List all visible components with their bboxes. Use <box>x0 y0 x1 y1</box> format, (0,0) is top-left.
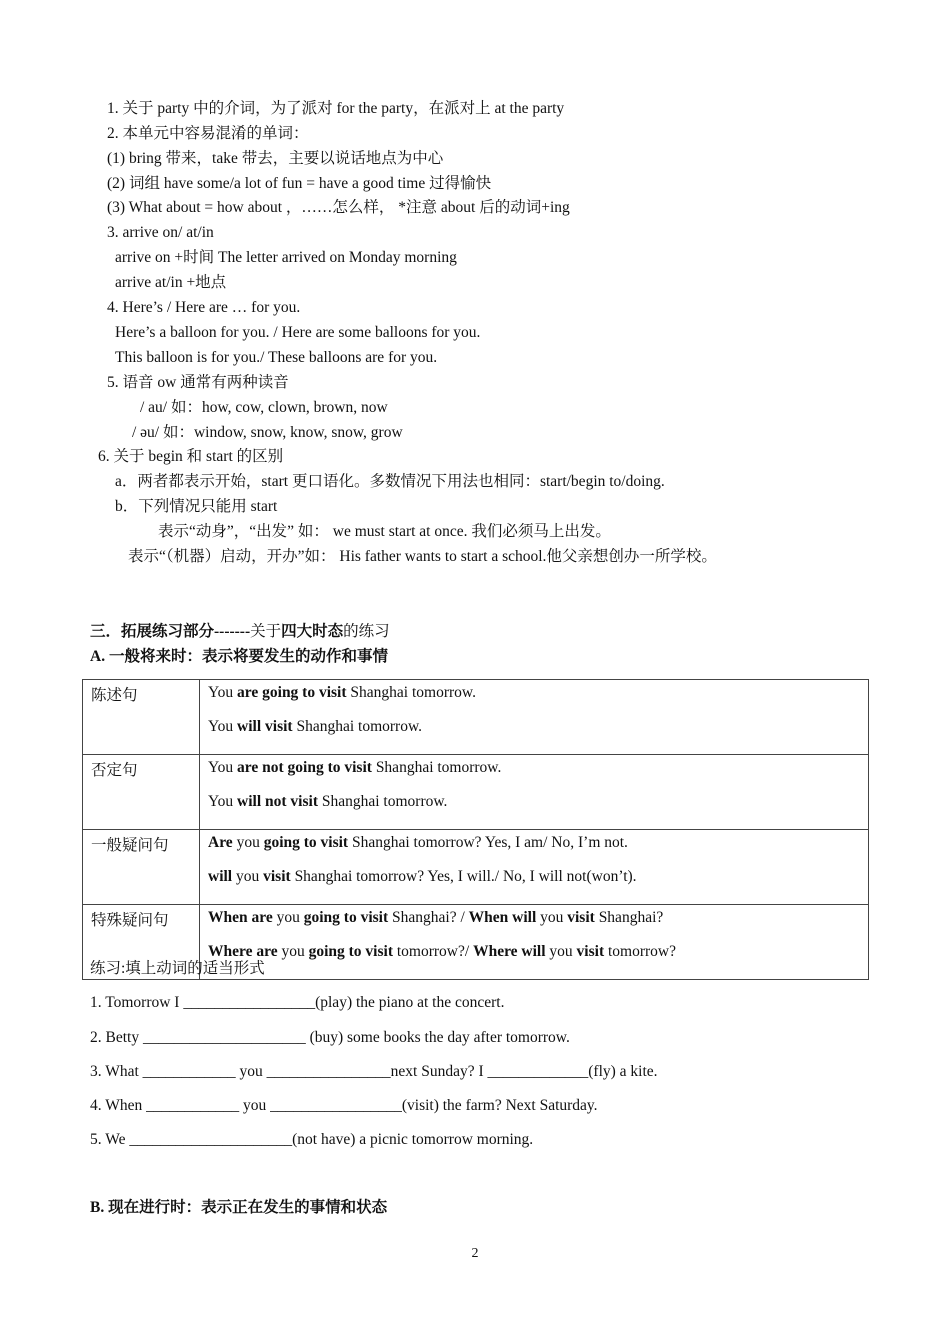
subheading-future-tense: A. 一般将来时：表示将要发生的动作和事情 <box>90 648 388 665</box>
emphasized-text: When will <box>468 909 537 926</box>
note-bring-take: (1) bring 带来，take 带去，主要以说话地点为中心 <box>107 150 444 167</box>
note-have-fun: (2) 词组 have some/a lot of fun = have a good time 过得愉快 <box>107 175 492 192</box>
section-heading-part4: 的练习 <box>343 623 390 640</box>
emphasized-text: will not visit <box>237 793 318 810</box>
emphasized-text: are going to visit <box>237 684 347 701</box>
plain-text: Shanghai tomorrow. <box>317 793 448 810</box>
note-arrive-at-in: arrive at/in +地点 <box>115 274 227 291</box>
example-sentence <box>208 942 860 976</box>
emphasized-text: Where will <box>473 943 546 960</box>
plain-text: Shanghai? <box>594 909 664 926</box>
plain-text: Shanghai tomorrow? Yes, I will./ No, I will not(won’t). <box>290 868 637 885</box>
note-arrive: 3. arrive on/ at/in <box>107 224 214 241</box>
future-tense-table <box>82 679 869 980</box>
plain-text: You <box>208 759 238 776</box>
plain-text: you <box>536 909 568 926</box>
table-row <box>83 755 869 830</box>
exercise-item: 5. We _____________________(not have) a picnic tomorrow morning. <box>90 1131 534 1148</box>
emphasized-text: Are <box>208 834 233 851</box>
note-here-is: 4. Here’s / Here are … for you. <box>107 299 301 316</box>
table-row <box>83 680 869 755</box>
emphasized-text: going to visit <box>308 943 393 960</box>
emphasized-text: visit <box>567 909 595 926</box>
example-sentence <box>208 717 860 751</box>
exercise-item: 3. What ____________ you ________________next Sunday? I _____________(fly) a kite. <box>90 1063 658 1080</box>
example-sentences <box>200 680 869 755</box>
plain-text: Shanghai tomorrow. <box>346 684 476 701</box>
plain-text: you <box>272 909 304 926</box>
plain-text: You <box>208 684 238 701</box>
table-row <box>83 830 869 905</box>
note-ow-au: / au/ 如：how, cow, clown, brown, now <box>140 399 388 416</box>
sentence-type-label: 否定句 <box>83 755 200 830</box>
emphasized-text: When are <box>208 909 273 926</box>
note-party-prepositions: 1. 关于 party 中的介词，为了派对 for the party，在派对上 at the party <box>107 100 565 117</box>
exercise-item: 2. Betty _____________________ (buy) some books the day after tomorrow. <box>90 1029 570 1046</box>
plain-text: you <box>232 868 264 885</box>
plain-text: Shanghai tomorrow? Yes, I am/ No, I’m not. <box>348 834 628 851</box>
note-begin-start-a: a．两者都表示开始，start 更口语化。多数情况下用法也相同：start/begin to/doing. <box>115 473 665 490</box>
exercise-item: 4. When ____________ you _________________(visit) the farm? Next Saturday. <box>90 1097 598 1114</box>
emphasized-text: will visit <box>237 718 293 735</box>
note-start-machine: 表示“（机器）启动，开办”如： His father wants to start a school.他父亲想创办一所学校。 <box>128 548 717 565</box>
example-sentence <box>208 833 860 867</box>
example-sentence <box>208 758 860 792</box>
emphasized-text: are not going to visit <box>237 759 372 776</box>
note-here-is-example: Here’s a balloon for you. / Here are some balloons for you. <box>115 324 481 341</box>
page-number: 2 <box>471 1246 479 1261</box>
sentence-type-label: 一般疑问句 <box>83 830 200 905</box>
note-start-depart: 表示“动身”，“出发” 如： we must start at once. 我们必须马上出发。 <box>158 523 611 540</box>
note-confusing-words: 2. 本单元中容易混淆的单词： <box>107 125 309 142</box>
emphasized-text: going to visit <box>303 909 389 926</box>
emphasized-text: Where are <box>208 943 278 960</box>
emphasized-text: will <box>208 868 233 885</box>
plain-text: you <box>277 943 309 960</box>
section-heading-part1: 三．拓展练习部分------- <box>90 623 251 640</box>
sentence-type-label: 陈述句 <box>83 680 200 755</box>
emphasized-text: going to visit <box>263 834 349 851</box>
plain-text: You <box>208 793 238 810</box>
exercise-title: 练习:填上动词的适当形式 <box>90 960 265 977</box>
example-sentence <box>208 683 860 717</box>
note-ow-ou: / əu/ 如：window, snow, know, snow, grow <box>132 424 403 441</box>
plain-text: tomorrow?/ <box>393 943 474 960</box>
note-ow-sound: 5. 语音 ow 通常有两种读音 <box>107 374 289 391</box>
section-heading <box>90 622 390 642</box>
sentence-type-label: 特殊疑问句 <box>83 905 200 980</box>
example-sentence <box>208 867 860 901</box>
plain-text: Shanghai? / <box>388 909 469 926</box>
plain-text: you <box>232 834 264 851</box>
subheading-present-continuous: B. 现在进行时：表示正在发生的事情和状态 <box>90 1199 388 1216</box>
example-sentences <box>200 905 869 980</box>
note-arrive-on: arrive on +时间 The letter arrived on Monday morning <box>115 249 457 266</box>
note-what-about: (3) What about = how about ，……怎么样， *注意 about 后的动词+ing <box>107 199 570 216</box>
plain-text: You <box>208 718 238 735</box>
note-begin-start: 6. 关于 begin 和 start 的区别 <box>98 448 284 465</box>
emphasized-text: visit <box>263 868 291 885</box>
note-begin-start-b: b．下列情况只能用 start <box>115 498 278 515</box>
plain-text: you <box>545 943 577 960</box>
emphasized-text: visit <box>576 943 605 960</box>
note-this-balloon: This balloon is for you./ These balloons are for you. <box>115 349 438 366</box>
example-sentence <box>208 908 860 942</box>
example-sentences <box>200 755 869 830</box>
example-sentences <box>200 830 869 905</box>
plain-text: Shanghai tomorrow. <box>371 759 502 776</box>
section-heading-part3: 四大时态 <box>281 623 344 640</box>
plain-text: Shanghai tomorrow. <box>292 718 423 735</box>
plain-text: tomorrow? <box>604 943 676 960</box>
example-sentence <box>208 792 860 826</box>
section-heading-part2: 关于 <box>250 623 282 640</box>
exercise-item: 1. Tomorrow I _________________(play) the piano at the concert. <box>90 994 505 1011</box>
